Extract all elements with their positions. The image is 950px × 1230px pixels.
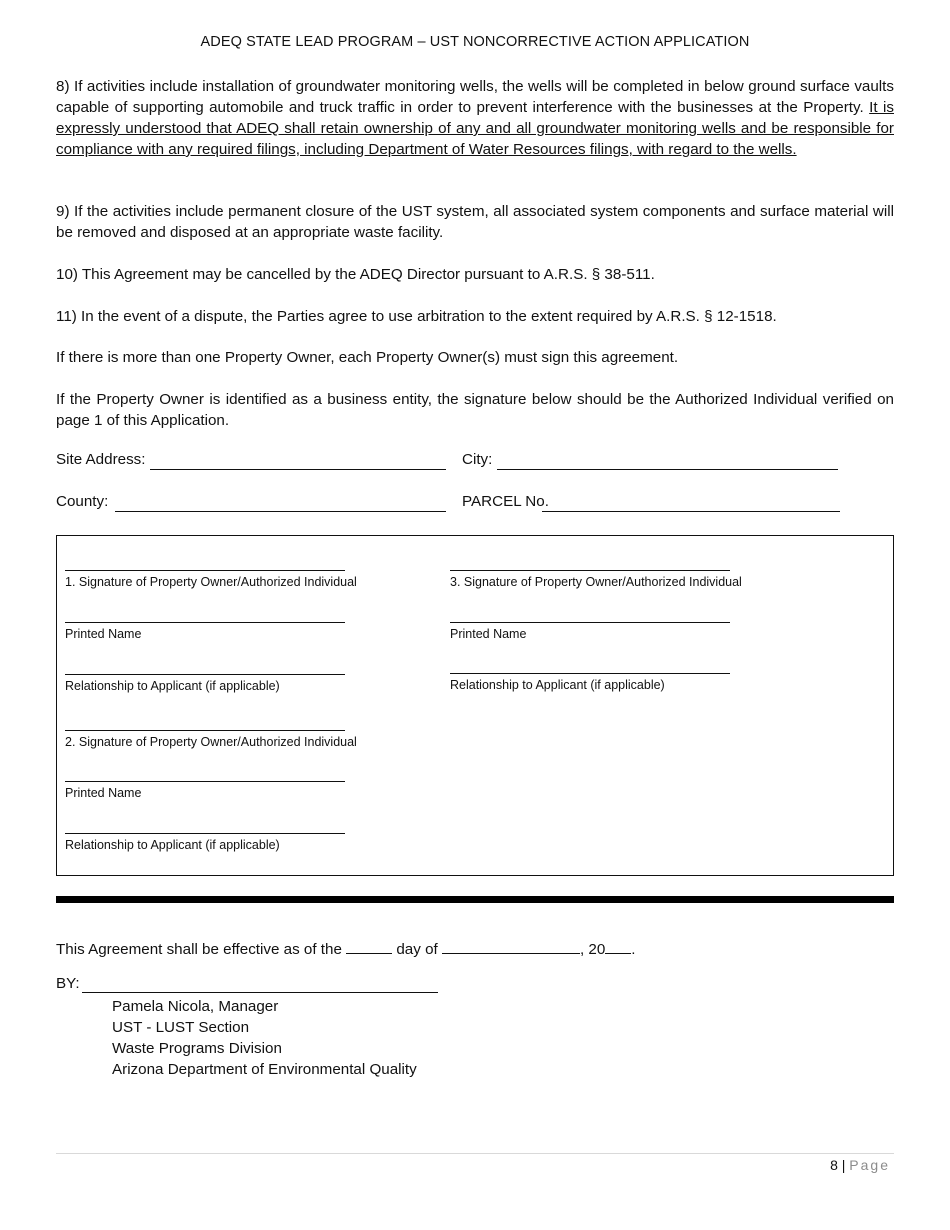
county-row <box>56 493 896 517</box>
page-separator: | <box>841 1157 846 1173</box>
site-address-field[interactable] <box>150 469 446 470</box>
relationship-3-label: Relationship to Applicant (if applicable) <box>450 678 665 692</box>
relationship-3-line[interactable] <box>450 673 730 674</box>
by-signature-line[interactable] <box>82 992 438 993</box>
printed-name-1-line[interactable] <box>65 622 345 623</box>
paragraph-8-underlined: It is expressly understood that ADEQ shall retain ownership of any and all groundwater monitoring wells and be responsible for compliance with any required filings, including Department of Water Resources filings, with regard to the wells. <box>56 99 894 158</box>
effective-date-line <box>56 939 636 958</box>
page-footer <box>830 1157 890 1173</box>
parcel-label: PARCEL No. <box>462 493 549 510</box>
effective-text-4: . <box>631 941 636 958</box>
by-label: BY: <box>56 975 80 992</box>
printed-name-2-label: Printed Name <box>65 786 142 800</box>
printed-name-2-line[interactable] <box>65 781 345 782</box>
paragraph-8-text: 8) If activities include installation of groundwater monitoring wells, the wells will be completed in below ground surface vaults capable of supporting automobile and truck traffic in order to prevent interference with the businesses at the Property. <box>56 78 894 116</box>
relationship-2-label: Relationship to Applicant (if applicable) <box>65 838 280 852</box>
paragraph-9: 9) If the activities include permanent closure of the UST system, all associated system components and surface material will be removed and disposed at an appropriate waste facility. <box>56 203 894 241</box>
signature-3-label: 3. Signature of Property Owner/Authorized Individual <box>450 575 742 589</box>
page-header-title: ADEQ STATE LEAD PROGRAM – UST NONCORRECTIVE ACTION APPLICATION <box>200 34 750 50</box>
signature-1-line[interactable] <box>65 570 345 571</box>
signer-section: UST - LUST Section <box>112 1019 250 1036</box>
relationship-1-label: Relationship to Applicant (if applicable) <box>65 679 280 693</box>
signature-2-line[interactable] <box>65 730 345 731</box>
effective-text-3: , 20 <box>579 941 606 958</box>
signature-1-label: 1. Signature of Property Owner/Authorized Individual <box>65 575 357 589</box>
paragraph-8 <box>56 76 894 160</box>
signer-department: Arizona Department of Environmental Quality <box>112 1061 417 1078</box>
printed-name-3-label: Printed Name <box>450 627 527 641</box>
signature-box <box>56 535 894 876</box>
site-address-row <box>56 451 896 475</box>
footer-rule <box>56 1153 894 1154</box>
effective-text-1: This Agreement shall be effective as of the <box>56 941 347 958</box>
relationship-2-line[interactable] <box>65 833 345 834</box>
paragraph-10: 10) This Agreement may be cancelled by the ADEQ Director pursuant to A.R.S. § 38-511. <box>56 266 655 283</box>
page-number: 8 <box>830 1157 838 1173</box>
effective-day-field[interactable] <box>346 939 392 954</box>
printed-name-3-line[interactable] <box>450 622 730 623</box>
signer-division: Waste Programs Division <box>112 1040 282 1057</box>
page-word: Page <box>849 1157 890 1173</box>
relationship-1-line[interactable] <box>65 674 345 675</box>
effective-year-field[interactable] <box>605 939 631 954</box>
multiple-owner-note: If there is more than one Property Owner, each Property Owner(s) must sign this agreement. <box>56 349 679 366</box>
signature-2-label: 2. Signature of Property Owner/Authorized Individual <box>65 735 357 749</box>
printed-name-1-label: Printed Name <box>65 627 142 641</box>
signer-name: Pamela Nicola, Manager <box>112 998 279 1015</box>
adeq-signer-block <box>112 996 417 1080</box>
parcel-field[interactable] <box>542 511 840 512</box>
business-entity-note: If the Property Owner is identified as a business entity, the signature below should be the Authorized Individual verified on page 1 of this Application. <box>56 391 894 429</box>
effective-text-2: day of <box>392 941 442 958</box>
city-label: City: <box>462 451 493 468</box>
paragraph-11: 11) In the event of a dispute, the Parties agree to use arbitration to the extent required by A.R.S. § 12-1518. <box>56 308 777 325</box>
effective-month-field[interactable] <box>442 939 580 954</box>
signature-3-line[interactable] <box>450 570 730 571</box>
section-divider <box>56 896 894 903</box>
city-field[interactable] <box>497 469 838 470</box>
site-address-label: Site Address: <box>56 451 146 468</box>
county-field[interactable] <box>115 511 446 512</box>
county-label: County: <box>56 493 109 510</box>
